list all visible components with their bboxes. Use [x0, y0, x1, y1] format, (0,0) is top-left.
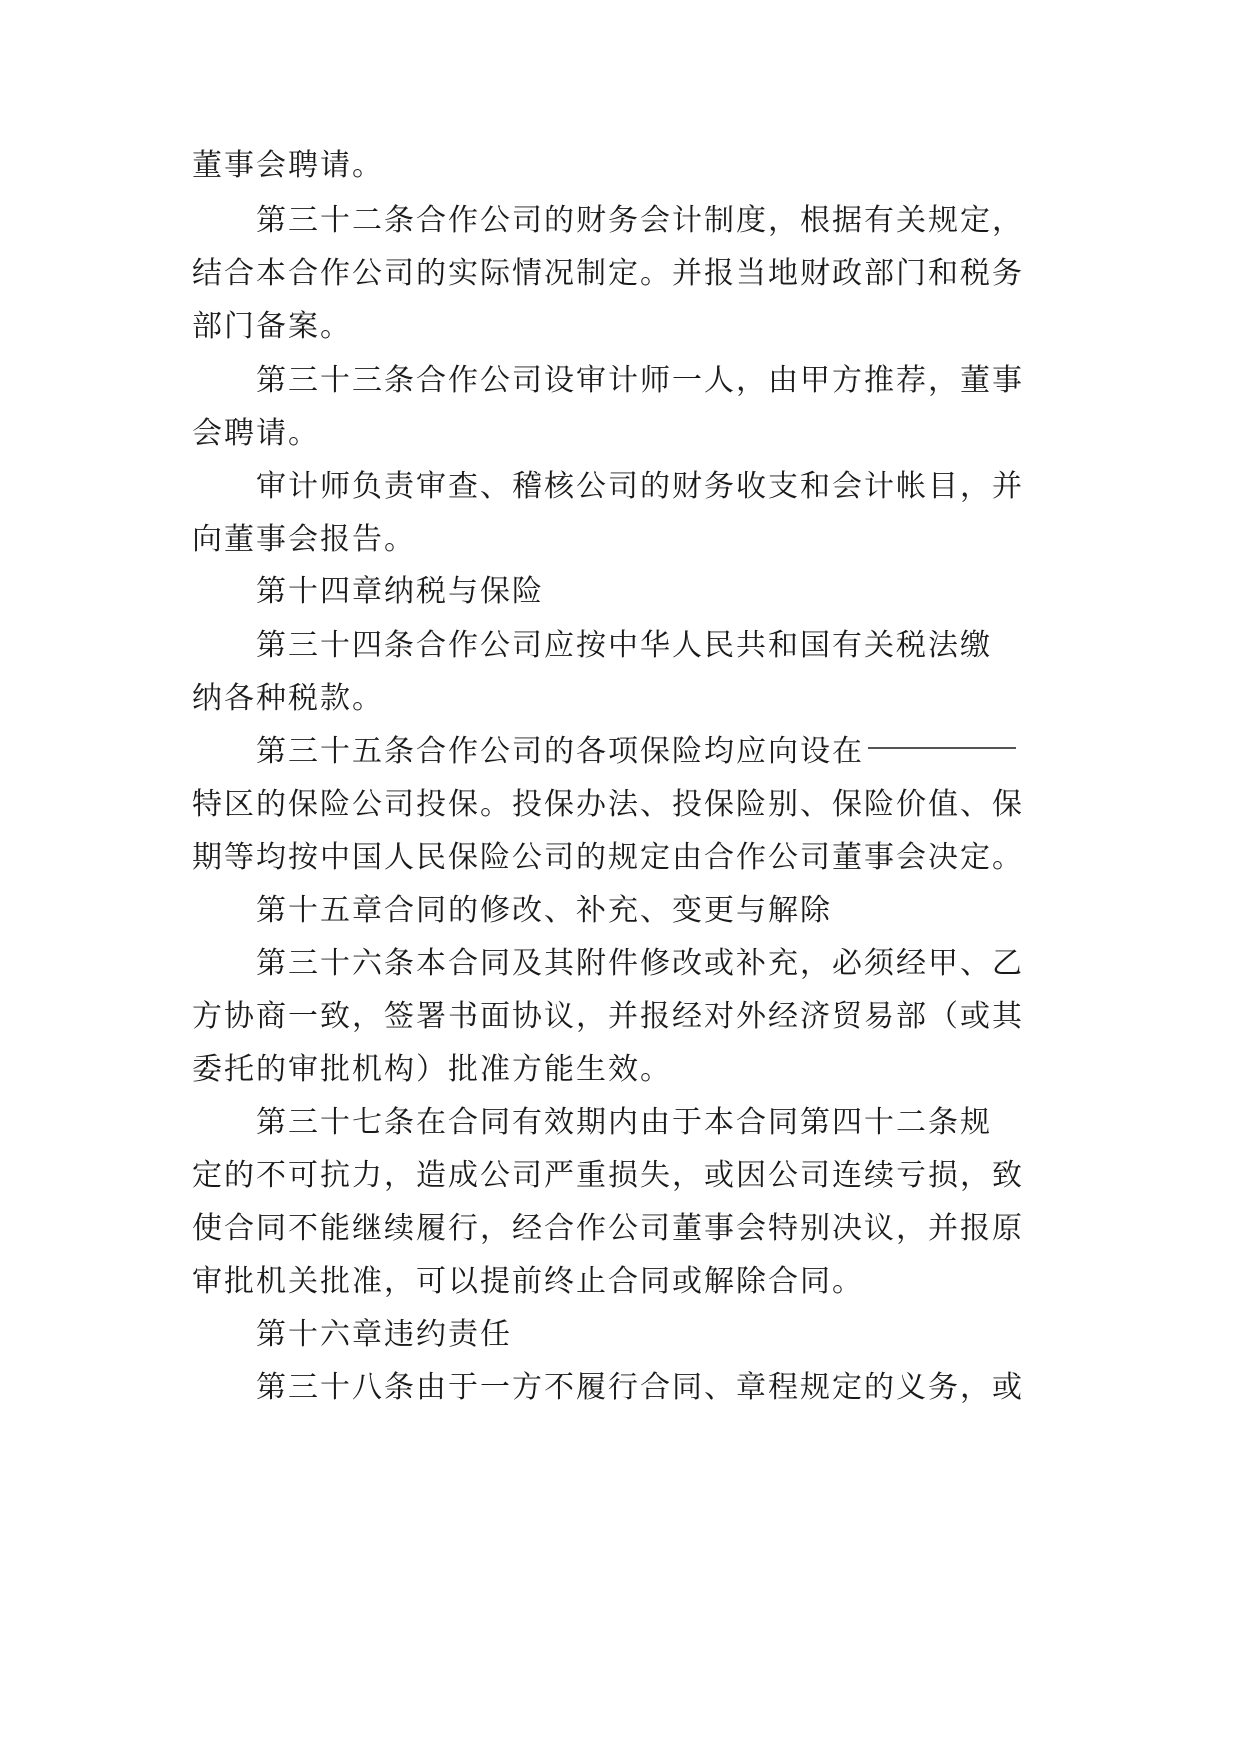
section-heading: 第十四章纳税与保险 [256, 574, 544, 609]
fill-in-blank [868, 747, 1016, 749]
text-line: 纳各种税款。 [192, 681, 384, 716]
text-line: 第三十二条合作公司的财务会计制度，根据有关规定， [256, 203, 1024, 238]
text-line: 特区的保险公司投保。投保办法、投保险别、保险价值、保 [192, 787, 1024, 822]
text-line: 会聘请。 [192, 416, 320, 451]
text-line: 部门备案。 [192, 309, 352, 344]
section-heading: 第十六章违约责任 [256, 1317, 512, 1352]
section-heading: 第十五章合同的修改、补充、变更与解除 [256, 893, 832, 928]
text-line: 审计师负责审查、稽核公司的财务收支和会计帐目，并 [256, 469, 1024, 504]
text-line: 定的不可抗力，造成公司严重损失，或因公司连续亏损，致 [192, 1158, 1024, 1193]
text-line: 第三十四条合作公司应按中华人民共和国有关税法缴 [256, 628, 992, 663]
text-line: 期等均按中国人民保险公司的规定由合作公司董事会决定。 [192, 840, 1024, 875]
text-line: 方协商一致，签署书面协议，并报经对外经济贸易部（或其 [192, 999, 1024, 1034]
text-line: 使合同不能继续履行，经合作公司董事会特别决议，并报原 [192, 1211, 1024, 1246]
text-line: 第三十六条本合同及其附件修改或补充，必须经甲、乙 [256, 946, 1024, 981]
text-line-with-blank [256, 722, 1072, 782]
text-line: 委托的审批机构）批准方能生效。 [192, 1052, 672, 1087]
text-line: 董事会聘请。 [192, 148, 384, 183]
text-line: 结合本合作公司的实际情况制定。并报当地财政部门和税务 [192, 256, 1024, 291]
text-line: 第三十八条由于一方不履行合同、章程规定的义务，或 [256, 1370, 1024, 1405]
text-line: 第三十三条合作公司设审计师一人，由甲方推荐，董事 [256, 363, 1024, 398]
text-line: 第三十五条合作公司的各项保险均应向设在 [256, 734, 864, 769]
text-line: 第三十七条在合同有效期内由于本合同第四十二条规 [256, 1105, 992, 1140]
text-line: 审批机关批准，可以提前终止合同或解除合同。 [192, 1264, 864, 1299]
text-line: 向董事会报告。 [192, 522, 416, 557]
